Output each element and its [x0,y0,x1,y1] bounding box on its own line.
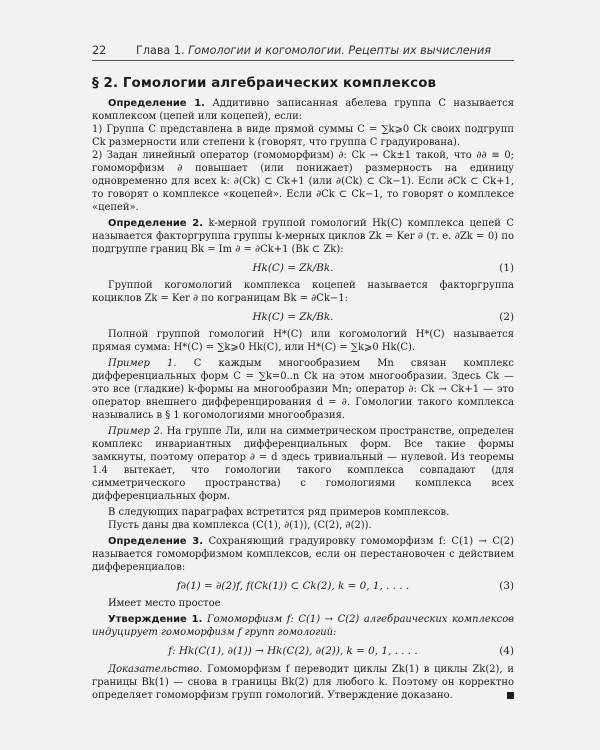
formula-3-number: (3) [499,579,514,592]
definition-2 [92,217,514,256]
definition-1-item-1: 1) Группа C представлена в виде прямой суммы C = ∑k⩾0 Ck своих подгрупп Ck размерности или степени k (говорят, что группа C градуирована). [92,124,514,148]
formula-1 [92,258,514,277]
intro-line-1: В следующих параграфах встретится ряд примеров комплексов. [108,507,450,518]
example-1-label: Пример 1. [108,358,177,369]
formula-1-body: Hk(C) = Zk/Bk. [252,261,334,274]
formula-2 [92,307,514,326]
statement-1-text: Гомоморфизм f: C(1) → C(2) алгебраических комплексов индуцирует гомоморфизм f групп гомологий: [92,614,514,638]
formula-4-number: (4) [499,644,514,657]
qed-square-icon [507,692,514,699]
statement-1 [92,613,514,639]
intro-line-2: Пусть даны два комплекса (C(1), ∂(1)), (C(2), ∂(2)). [108,520,372,531]
definition-3 [92,535,514,574]
definition-3-text: Сохраняющий градуировку гомоморфизм f: C(1) → C(2) называется гомоморфизмом комплексов, если он перестановочен с действием дифференциалов: [92,536,514,573]
cohomology-definition: Группой когомологий комплекса коцепей называется факторгруппа коциклов Zk = Ker ∂ по кограницам Bk = ∂Ck−1: [92,280,514,304]
chapter-label: Глава 1. [136,44,185,57]
formula-3 [92,576,514,595]
example-1-text: С каждым многообразием Mn связан комплекс дифференциальных форм C = ∑k=0..n Ck на этом многообразии. Здесь Ck — это все (гладкие) k-формы на многообразии Mn; оператор ∂: Ck → Ck+1 — это оператор внешнего дифференцирования d = ∂. Гомологии такого комплекса назывались в § 1 когомологиями многообразия. [92,358,514,421]
page-number: 22 [92,44,107,57]
statement-1-term: Утверждение 1. [108,614,203,625]
formula-3-body: f∂(1) = ∂(2)f, f(Ck(1)) ⊂ Ck(2), k = 0, 1, . . . . [176,579,410,592]
formula-4 [92,641,514,660]
definition-1-term: Определение 1. [108,98,205,109]
section-title: § 2. Гомологии алгебраических комплексов [92,76,437,91]
full-homology-definition: Полной группой гомологий H*(C) или когомологий H*(C) называется прямая сумма: H*(C) = ∑k⩾0 Hk(C), или H*(C) = ∑k⩾0 Hk(C). [92,329,514,353]
statement-lead-in: Имеет место простое [108,598,221,609]
example-1 [92,357,514,422]
formula-2-body: Hk(C) = Zk/Bk. [252,310,334,323]
proof-label: Доказательство. [108,664,203,675]
definition-1-item-2: 2) Задан линейный оператор (гомоморфизм) ∂: Ck → Ck±1 такой, что ∂∂ ≡ 0; гомоморфизм ∂ повышает (или понижает) размерность на единицу одновременно для всех k: ∂(Ck) ⊂ Ck+1 (или ∂(Ck) ⊂ Ck−1). Если ∂Ck ⊂ Ck+1, то говорят о комплексе «коцепей». Если ∂Ck ⊂ Ck−1, то говорят о комплексе «цепей». [92,150,514,213]
proof-text: Гомоморфизм f переводит циклы Zk(1) в циклы Zk(2), и границы Bk(1) — снова в границы Bk(2) для любого k. Поэтому он корректно определяет гомоморфизм групп гомологий. Утверждение доказано. [92,664,514,701]
formula-2-number: (2) [499,310,514,323]
example-2-text: На группе Ли, или на симметрическом пространстве, определен комплекс инвариантных дифференциальных форм. Все такие формы замкнуты, поэтому оператор ∂ = d здесь тривиальный — нулевой. Из теоремы 1.4 вытекает, что гомологии такого комплекса совпадают (для симметрического пространства) с гомологиями комплекса всех дифференциальных форм. [92,426,514,502]
example-2 [92,425,514,503]
definition-1 [92,97,514,123]
definition-2-term: Определение 2. [108,218,203,229]
definition-3-term: Определение 3. [108,536,203,547]
formula-4-body: f: Hk(C(1), ∂(1)) → Hk(C(2), ∂(2)), k = 0, 1, . . . . [168,644,418,657]
definition-1-text: Аддитивно записанная абелева группа C называется комплексом (цепей или коцепей), если: [92,98,514,122]
example-2-label: Пример 2. [108,426,164,437]
running-header [92,44,514,61]
definition-2-text: k-мерной группой гомологий Hk(C) комплекса цепей C называется факторгруппа группы k-мерных циклов Zk = Ker ∂ (т. е. ∂Zk = 0) по подгруппе границ Bk = Im ∂ = ∂Ck+1 (Bk ⊂ Zk): [92,218,514,255]
formula-1-number: (1) [499,261,514,274]
running-title-text: Гомологии и когомологии. Рецепты их вычисления [188,44,491,57]
running-title [136,44,491,57]
proof [92,663,514,702]
